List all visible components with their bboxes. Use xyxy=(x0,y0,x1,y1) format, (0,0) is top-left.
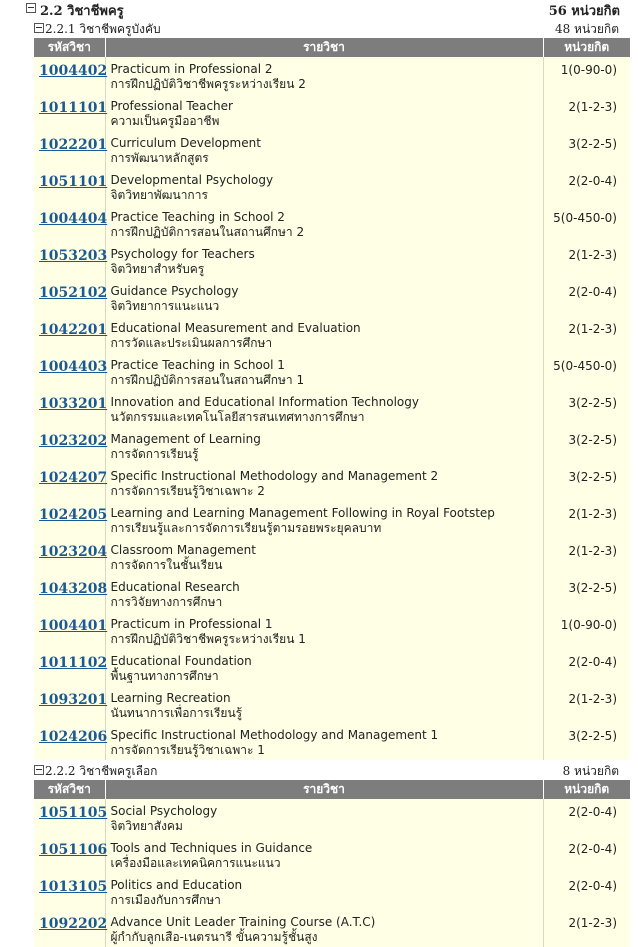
course-name-en: Educational Measurement and Evaluation xyxy=(110,321,361,335)
course-credit: 3(2-2-5) xyxy=(568,433,617,447)
table-row xyxy=(34,353,630,390)
course-group xyxy=(0,760,638,947)
course-name-en: Innovation and Educational Information Technology xyxy=(110,395,419,409)
course-credit: 2(1-2-3) xyxy=(568,507,617,521)
course-table xyxy=(34,38,630,760)
code-cell xyxy=(34,316,108,353)
name-cell xyxy=(105,57,543,94)
code-cell xyxy=(34,205,108,242)
name-cell xyxy=(105,686,543,723)
table-row xyxy=(34,873,630,910)
credit-cell xyxy=(543,575,630,612)
code-cell xyxy=(34,686,108,723)
course-credit: 1(0-90-0) xyxy=(560,618,617,632)
code-cell xyxy=(34,279,108,316)
course-name-th: การจัดการในชั้นเรียน xyxy=(110,558,223,572)
course-name-th: การพัฒนาหลักสูตร xyxy=(110,151,209,165)
table-row xyxy=(34,649,630,686)
code-cell xyxy=(34,612,108,649)
code-cell xyxy=(34,464,108,501)
course-credit: 2(2-0-4) xyxy=(568,842,617,856)
course-code-link[interactable]: 1024207 xyxy=(39,470,108,486)
code-cell xyxy=(34,799,108,836)
column-header-name: รายวิชา xyxy=(105,38,543,57)
table-row xyxy=(34,131,630,168)
course-credit: 2(1-2-3) xyxy=(568,916,617,930)
course-name-en: Advance Unit Leader Training Course (A.T.C) xyxy=(110,915,376,929)
group-header xyxy=(0,760,638,780)
credit-cell xyxy=(543,242,630,279)
credit-cell xyxy=(543,316,630,353)
credit-cell xyxy=(543,723,630,760)
code-cell xyxy=(34,390,108,427)
course-name-en: Classroom Management xyxy=(110,543,256,557)
name-cell xyxy=(105,799,543,836)
course-name-en: Practice Teaching in School 2 xyxy=(110,210,285,224)
code-cell xyxy=(34,723,108,760)
course-code-link[interactable]: 1053203 xyxy=(39,248,108,264)
credit-cell xyxy=(543,612,630,649)
code-cell xyxy=(34,575,108,612)
course-name-th: นวัตกรรมและเทคโนโลยีสารสนเทศทางการศึกษา xyxy=(110,410,365,424)
course-name-th: จิตวิทยาพัฒนาการ xyxy=(110,188,208,202)
course-code-link[interactable]: 1092202 xyxy=(39,916,108,932)
code-cell xyxy=(34,57,108,94)
course-name-en: Psychology for Teachers xyxy=(110,247,255,261)
course-group xyxy=(0,18,638,760)
course-credit: 5(0-450-0) xyxy=(553,211,617,225)
column-header-credit: หน่วยกิต xyxy=(543,780,630,799)
table-row xyxy=(34,686,630,723)
code-cell xyxy=(34,649,108,686)
table-row xyxy=(34,316,630,353)
table-row xyxy=(34,390,630,427)
course-credit: 2(2-0-4) xyxy=(568,174,617,188)
course-credit: 2(2-0-4) xyxy=(568,879,617,893)
course-name-th: การจัดการเรียนรู้วิชาเฉพาะ 2 xyxy=(110,484,265,498)
course-credit: 2(1-2-3) xyxy=(568,544,617,558)
section-title: 2.2 วิชาชีพครู xyxy=(40,4,124,19)
course-credit: 2(2-0-4) xyxy=(568,805,617,819)
course-name-th: นันทนาการเพื่อการเรียนรู้ xyxy=(110,706,243,720)
course-name-th: การฝึกปฏิบัติวิชาชีพครูระหว่างเรียน 1 xyxy=(110,632,306,646)
table-row xyxy=(34,501,630,538)
code-cell xyxy=(34,94,108,131)
name-cell xyxy=(105,464,543,501)
course-name-th: การฝึกปฏิบัติการสอนในสถานศึกษา 2 xyxy=(110,225,305,239)
credit-cell xyxy=(543,910,630,947)
table-row xyxy=(34,205,630,242)
collapse-icon[interactable] xyxy=(34,765,44,775)
code-cell xyxy=(34,836,108,873)
course-code-link[interactable]: 1093201 xyxy=(39,692,108,708)
course-credit: 1(0-90-0) xyxy=(560,63,617,77)
code-cell xyxy=(34,168,108,205)
name-cell xyxy=(105,427,543,464)
collapse-icon[interactable] xyxy=(34,23,44,33)
code-cell xyxy=(34,538,108,575)
course-name-th: ผู้กำกับลูกเสือ-เนตรนารี ขั้นความรู้ชั้นสูง xyxy=(110,930,318,944)
course-credit: 3(2-2-5) xyxy=(568,470,617,484)
name-cell xyxy=(105,242,543,279)
course-name-th: พื้นฐานทางการศึกษา xyxy=(110,669,219,683)
name-cell xyxy=(105,612,543,649)
credit-cell xyxy=(543,649,630,686)
course-name-th: การเมืองกับการศึกษา xyxy=(110,893,221,907)
table-row xyxy=(34,575,630,612)
section-header xyxy=(0,0,638,18)
course-name-en: Learning Recreation xyxy=(110,691,231,705)
table-row xyxy=(34,279,630,316)
course-name-en: Tools and Techniques in Guidance xyxy=(110,841,313,855)
column-header-code: รหัสวิชา xyxy=(34,780,105,799)
credit-cell xyxy=(543,799,630,836)
column-header-code: รหัสวิชา xyxy=(34,38,105,57)
course-credit: 3(2-2-5) xyxy=(568,581,617,595)
course-name-th: เครื่องมือและเทคนิคการแนะแนว xyxy=(110,856,281,870)
name-cell xyxy=(105,723,543,760)
course-name-th: ความเป็นครูมืออาชีพ xyxy=(110,114,220,128)
code-cell xyxy=(34,427,108,464)
course-code-link[interactable]: 1051106 xyxy=(39,842,108,858)
table-row xyxy=(34,168,630,205)
name-cell xyxy=(105,279,543,316)
course-code-link[interactable]: 1011102 xyxy=(39,655,108,671)
course-name-en: Educational Research xyxy=(110,580,240,594)
course-code-link[interactable]: 1013105 xyxy=(39,879,108,895)
credit-cell xyxy=(543,464,630,501)
course-name-th: การวัดและประเมินผลการศึกษา xyxy=(110,336,273,350)
credit-cell xyxy=(543,873,630,910)
course-code-link[interactable]: 1052102 xyxy=(39,285,108,301)
group-header xyxy=(0,18,638,38)
credit-cell xyxy=(543,279,630,316)
course-code-link[interactable]: 1023202 xyxy=(39,433,108,449)
course-name-en: Educational Foundation xyxy=(110,654,252,668)
course-code-link[interactable]: 1004401 xyxy=(39,618,108,634)
course-name-th: การฝึกปฏิบัติวิชาชีพครูระหว่างเรียน 2 xyxy=(110,77,306,91)
course-credit: 2(2-0-4) xyxy=(568,655,617,669)
table-row xyxy=(34,94,630,131)
course-name-en: Practicum in Professional 1 xyxy=(110,617,273,631)
group-units: 8 หน่วยกิต xyxy=(562,764,619,778)
course-code-link[interactable]: 1033201 xyxy=(39,396,108,412)
course-name-en: Specific Instructional Methodology and Management 2 xyxy=(110,469,439,483)
course-credit: 2(1-2-3) xyxy=(568,100,617,114)
code-cell xyxy=(34,910,108,947)
table-row xyxy=(34,538,630,575)
table-row xyxy=(34,836,630,873)
group-title: 2.2.2 วิชาชีพครูเลือก xyxy=(45,764,158,778)
course-table xyxy=(34,780,630,947)
course-code-link[interactable]: 1051105 xyxy=(39,805,108,821)
course-name-en: Social Psychology xyxy=(110,804,218,818)
name-cell xyxy=(105,168,543,205)
course-code-link[interactable]: 1051101 xyxy=(39,174,108,190)
course-code-link[interactable]: 1004403 xyxy=(39,359,108,375)
name-cell xyxy=(105,131,543,168)
course-code-link[interactable]: 1024205 xyxy=(39,507,108,523)
table-row xyxy=(34,723,630,760)
name-cell xyxy=(105,316,543,353)
course-name-en: Specific Instructional Methodology and Management 1 xyxy=(110,728,439,742)
table-row xyxy=(34,464,630,501)
course-credit: 3(2-2-5) xyxy=(568,396,617,410)
section-units: 56 หน่วยกิต xyxy=(548,4,620,19)
course-name-en: Curriculum Development xyxy=(110,136,261,150)
name-cell xyxy=(105,910,543,947)
name-cell xyxy=(105,390,543,427)
name-cell xyxy=(105,836,543,873)
code-cell xyxy=(34,242,108,279)
credit-cell xyxy=(543,538,630,575)
course-name-th: จิตวิทยาสำหรับครู xyxy=(110,262,205,276)
course-code-link[interactable]: 1042201 xyxy=(39,322,108,338)
course-name-th: จิตวิทยาการแนะแนว xyxy=(110,299,220,313)
column-header-credit: หน่วยกิต xyxy=(543,38,630,57)
course-credit: 3(2-2-5) xyxy=(568,729,617,743)
name-cell xyxy=(105,205,543,242)
table-row xyxy=(34,427,630,464)
credit-cell xyxy=(543,205,630,242)
course-name-en: Politics and Education xyxy=(110,878,243,892)
credit-cell xyxy=(543,427,630,464)
course-credit: 5(0-450-0) xyxy=(553,359,617,373)
course-name-en: Management of Learning xyxy=(110,432,261,446)
credit-cell xyxy=(543,94,630,131)
table-row xyxy=(34,612,630,649)
course-code-link[interactable]: 1043208 xyxy=(39,581,108,597)
table-row xyxy=(34,242,630,279)
course-code-link[interactable]: 1004404 xyxy=(39,211,108,227)
course-name-en: Developmental Psychology xyxy=(110,173,274,187)
course-groups xyxy=(0,18,638,947)
credit-cell xyxy=(543,501,630,538)
table-row xyxy=(34,799,630,836)
credit-cell xyxy=(543,131,630,168)
group-units: 48 หน่วยกิต xyxy=(554,22,619,36)
course-name-en: Learning and Learning Management Following in Royal Footstep xyxy=(110,506,495,520)
credit-cell xyxy=(543,836,630,873)
code-cell xyxy=(34,873,108,910)
credit-cell xyxy=(543,168,630,205)
course-credit: 3(2-2-5) xyxy=(568,137,617,151)
collapse-icon[interactable] xyxy=(26,3,36,13)
course-name-en: Practicum in Professional 2 xyxy=(110,62,273,76)
name-cell xyxy=(105,94,543,131)
course-credit: 2(2-0-4) xyxy=(568,285,617,299)
course-credit: 2(1-2-3) xyxy=(568,248,617,262)
code-cell xyxy=(34,131,108,168)
course-code-link[interactable]: 1004402 xyxy=(39,63,108,79)
name-cell xyxy=(105,501,543,538)
credit-cell xyxy=(543,686,630,723)
course-name-en: Professional Teacher xyxy=(110,99,233,113)
name-cell xyxy=(105,538,543,575)
credit-cell xyxy=(543,57,630,94)
course-code-link[interactable]: 1022201 xyxy=(39,137,108,153)
name-cell xyxy=(105,649,543,686)
code-cell xyxy=(34,353,108,390)
course-name-th: การจัดการเรียนรู้วิชาเฉพาะ 1 xyxy=(110,743,265,757)
course-code-link[interactable]: 1024206 xyxy=(39,729,108,745)
course-credit: 2(1-2-3) xyxy=(568,692,617,706)
course-name-en: Practice Teaching in School 1 xyxy=(110,358,285,372)
code-cell xyxy=(34,501,108,538)
table-header-row xyxy=(34,780,630,799)
course-code-link[interactable]: 1011101 xyxy=(39,100,108,116)
course-name-en: Guidance Psychology xyxy=(110,284,239,298)
name-cell xyxy=(105,873,543,910)
course-name-th: การฝึกปฏิบัติการสอนในสถานศึกษา 1 xyxy=(110,373,305,387)
group-title: 2.2.1 วิชาชีพครูบังคับ xyxy=(45,22,161,36)
table-row xyxy=(34,57,630,94)
course-code-link[interactable]: 1023204 xyxy=(39,544,108,560)
table-header-row xyxy=(34,38,630,57)
name-cell xyxy=(105,353,543,390)
course-credit: 2(1-2-3) xyxy=(568,322,617,336)
credit-cell xyxy=(543,390,630,427)
table-row xyxy=(34,910,630,947)
column-header-name: รายวิชา xyxy=(105,780,543,799)
course-name-th: การวิจัยทางการศึกษา xyxy=(110,595,223,609)
course-name-th: จิตวิทยาสังคม xyxy=(110,819,183,833)
name-cell xyxy=(105,575,543,612)
course-name-th: การเรียนรู้และการจัดการเรียนรู้ตามรอยพระยุคลบาท xyxy=(110,521,382,535)
credit-cell xyxy=(543,353,630,390)
course-name-th: การจัดการเรียนรู้ xyxy=(110,447,199,461)
